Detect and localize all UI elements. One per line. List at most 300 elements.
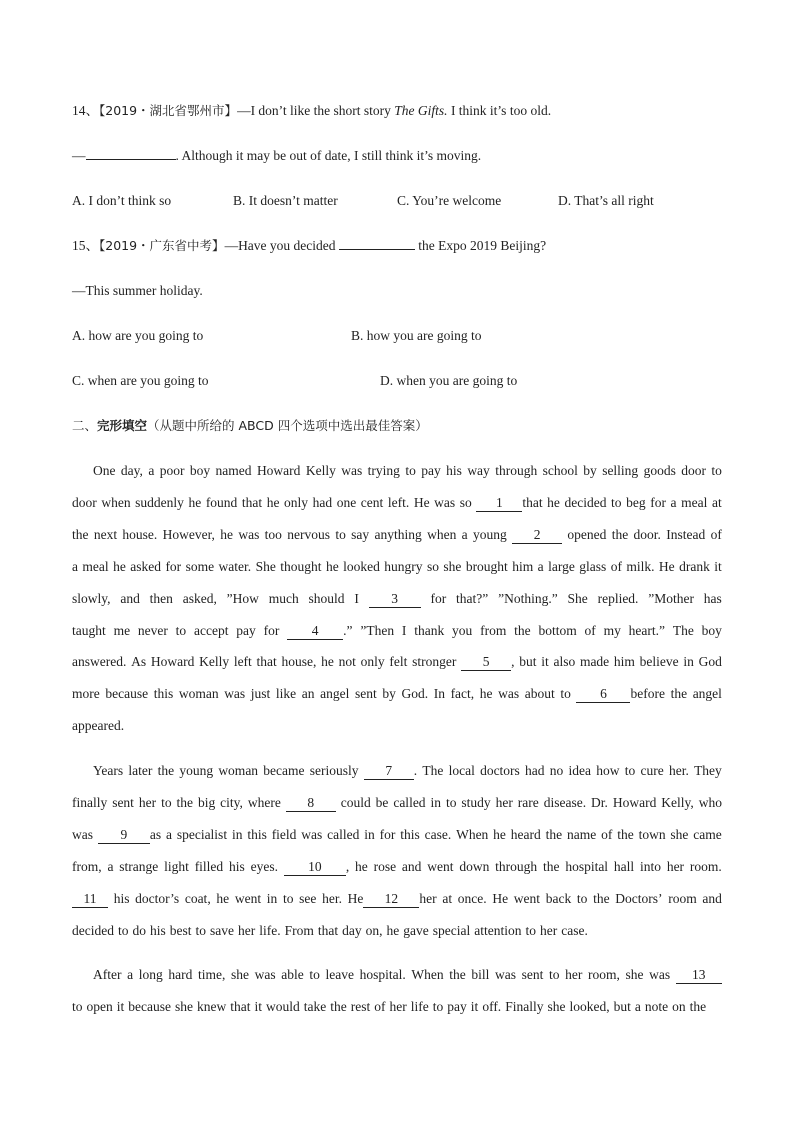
passage-word: filled xyxy=(194,858,224,874)
passage-word: drank xyxy=(679,558,710,574)
passage-word: she xyxy=(443,558,462,574)
q14-option-c[interactable]: C. You’re welcome xyxy=(397,193,502,208)
passage-word: thought xyxy=(280,558,322,574)
passage-word: looked, xyxy=(569,998,610,1014)
passage-word: that xyxy=(317,922,339,938)
passage-word: 1 that xyxy=(476,494,542,512)
passage-word: to xyxy=(161,794,172,810)
passage-word: went xyxy=(427,858,454,874)
passage-word: 10 , xyxy=(284,858,349,876)
passage-word: study xyxy=(461,794,491,810)
passage-word: on xyxy=(672,998,686,1014)
passage-word: also xyxy=(553,654,576,670)
passage-word: sent xyxy=(521,967,544,982)
passage-word: milk. xyxy=(626,558,655,574)
passage-word: gave xyxy=(403,922,429,938)
passage-word: she xyxy=(175,998,194,1014)
passage-word: Dr. xyxy=(591,794,608,810)
passage-word: way xyxy=(467,463,490,478)
q14-stem-b: I think it’s too old. xyxy=(447,103,552,118)
passage-word: eyes. xyxy=(250,858,278,874)
passage-word: so xyxy=(426,558,439,574)
passage-word: his xyxy=(229,858,245,874)
passage-word: nervous xyxy=(287,526,330,542)
passage-word: her xyxy=(666,858,685,874)
passage-word: seriously xyxy=(309,763,359,778)
passage-word: save xyxy=(210,922,235,938)
passage-word: Howard xyxy=(612,794,657,810)
passage-word: was xyxy=(238,526,260,542)
q15-number: 15、 xyxy=(72,238,99,253)
passage-word: door xyxy=(681,463,707,478)
passage-word: room xyxy=(668,890,697,906)
q15-option-b[interactable]: B. how you are going to xyxy=(351,328,482,343)
passage-word: beg xyxy=(626,494,646,510)
q14-option-b[interactable]: B. It doesn’t matter xyxy=(233,193,338,208)
passage-word: to xyxy=(72,998,83,1014)
passage-word: life xyxy=(410,998,429,1014)
passage-word: on, xyxy=(365,922,383,938)
passage-word: too xyxy=(264,526,282,542)
passage-word: this xyxy=(153,686,174,702)
passage-word: he xyxy=(113,558,126,574)
passage-word: like xyxy=(275,686,297,702)
passage-word: specialist xyxy=(176,826,228,842)
passage-word: and xyxy=(401,858,422,874)
q14-option-a[interactable]: A. I don’t think so xyxy=(72,193,172,208)
passage-word: coat, xyxy=(184,890,211,906)
passage-word: to xyxy=(624,763,636,778)
passage-word: of xyxy=(584,622,596,638)
cloze-blank-4[interactable]: 4 xyxy=(287,623,343,640)
passage-word: was xyxy=(495,967,516,982)
passage-word: woman xyxy=(218,763,259,778)
passage-word: to xyxy=(711,463,722,478)
passage-word: Years xyxy=(93,763,124,778)
passage-word: to xyxy=(175,622,187,638)
passage-word: at xyxy=(442,890,453,906)
cloze-blank-13[interactable]: 13 xyxy=(676,967,722,984)
passage-word: had xyxy=(525,763,545,778)
passage-word: house, xyxy=(281,654,317,670)
passage-word: local xyxy=(448,763,475,778)
passage-word: asked, xyxy=(182,590,217,606)
passage-word: ”Then xyxy=(360,622,395,638)
q14-answer-blank[interactable] xyxy=(86,159,176,160)
passage-word: selling xyxy=(602,463,639,478)
passage-word: the xyxy=(176,794,194,810)
passage-word: be xyxy=(375,794,389,810)
passage-word: woman xyxy=(178,686,219,702)
passage-word: was xyxy=(72,826,93,842)
passage-word: Finally xyxy=(505,998,544,1014)
passage-word: he xyxy=(220,526,233,542)
passage-word: she xyxy=(547,998,566,1014)
passage-word: young xyxy=(179,763,214,778)
passage-word: was xyxy=(254,967,276,982)
passage-word: leave xyxy=(325,967,354,982)
passage-word: never xyxy=(137,622,168,638)
passage-word: cure xyxy=(640,763,664,778)
passage-word: was xyxy=(434,494,456,510)
passage-line xyxy=(72,890,722,908)
passage-word: hospital. xyxy=(359,967,406,982)
passage-word: in xyxy=(266,890,278,906)
passage-word: the xyxy=(611,526,629,542)
passage-word: Kelly xyxy=(199,654,230,670)
q15-source: 【2019・广东省中考】 xyxy=(99,238,225,253)
passage-word: In xyxy=(433,686,445,702)
cloze-blank-3[interactable]: 3 xyxy=(369,591,421,608)
passage-word: down xyxy=(459,858,490,874)
passage-word: name xyxy=(566,826,597,842)
passage-word: day, xyxy=(120,463,143,478)
passage-word: he xyxy=(325,558,339,574)
passage-word: he xyxy=(493,826,506,842)
passage-word: who xyxy=(698,794,722,810)
passage-word: see xyxy=(299,890,317,906)
passage-word: big xyxy=(197,794,216,810)
passage-word: room, xyxy=(588,967,620,982)
cloze-blank-7[interactable]: 7 xyxy=(364,763,414,780)
passage-word: disease. xyxy=(543,794,587,810)
passage-word: accept xyxy=(194,622,229,638)
passage-word: opened xyxy=(567,526,607,542)
passage-word: 9 as xyxy=(98,826,161,844)
passage-word: back xyxy=(545,890,572,906)
passage-word: believe xyxy=(639,654,679,670)
passage-word: was xyxy=(341,463,363,478)
passage-word: meal xyxy=(681,494,708,510)
passage-word: a xyxy=(670,494,677,510)
passage-word: a xyxy=(634,998,641,1014)
passage-word: this xyxy=(247,826,267,842)
passage-word: left. xyxy=(387,494,410,510)
passage-word: house. xyxy=(122,526,158,542)
passage-word: replied. xyxy=(597,590,639,606)
passage-word: decided xyxy=(564,494,607,510)
passage-word xyxy=(72,890,108,908)
passage-word: the xyxy=(689,998,707,1014)
passage-word: to xyxy=(405,463,416,478)
passage-word: of xyxy=(710,526,722,542)
passage-word xyxy=(286,794,336,812)
passage-word: at xyxy=(711,494,722,510)
q15-answer-blank[interactable] xyxy=(339,249,415,250)
passage-word: One xyxy=(93,463,116,478)
passage-word: so xyxy=(459,494,472,510)
passage-word: became xyxy=(263,763,305,778)
passage-word: God xyxy=(698,654,722,670)
passage-word: how xyxy=(596,763,620,778)
passage-word: 5 , xyxy=(461,653,514,671)
passage-word: decided xyxy=(72,922,114,938)
passage-word: has xyxy=(703,590,722,606)
passage-word: angel xyxy=(692,686,722,702)
passage-word: through xyxy=(495,463,538,478)
cloze-blank-10[interactable]: 10 xyxy=(284,859,346,876)
passage-word: 4 .” xyxy=(287,622,352,640)
section-prefix: 二、 xyxy=(72,418,98,433)
passage-word: day xyxy=(342,922,362,938)
passage-word xyxy=(676,966,722,984)
passage-word: Kelly, xyxy=(661,794,694,810)
passage-word: and xyxy=(702,890,722,906)
passage-word: this xyxy=(400,826,420,842)
passage-word: However, xyxy=(162,526,215,542)
passage-word: for xyxy=(379,826,396,842)
cloze-blank-1[interactable]: 1 xyxy=(476,495,522,512)
section-title: 完形填空 xyxy=(97,418,148,433)
passage-word: He xyxy=(658,558,675,574)
passage-word: light xyxy=(164,858,189,874)
passage-word: because xyxy=(128,998,172,1014)
passage-word: he xyxy=(479,686,493,702)
passage-word: stronger xyxy=(412,654,457,670)
passage-line xyxy=(72,717,722,735)
passage-word: to xyxy=(576,890,588,906)
passage-word: her. xyxy=(322,890,342,906)
passage-word: pay xyxy=(236,622,256,638)
passage-word: for xyxy=(650,494,666,510)
passage-word: was xyxy=(649,967,671,982)
passage-line xyxy=(72,858,722,876)
passage-word: just xyxy=(250,686,271,702)
passage-word: that xyxy=(241,494,263,510)
cloze-blank-8[interactable]: 8 xyxy=(286,795,336,812)
passage-word: then xyxy=(149,590,173,606)
passage-word: of xyxy=(374,998,386,1014)
passage-word: Instead xyxy=(666,526,706,542)
passage-word: She xyxy=(255,558,276,574)
passage-word: from, xyxy=(72,858,102,874)
passage-word: only xyxy=(360,654,385,670)
passage-word: the xyxy=(670,686,688,702)
passage-word: by xyxy=(583,463,597,478)
passage-word: he xyxy=(188,494,202,510)
passage-word: me xyxy=(113,622,131,638)
passage-word: in xyxy=(231,826,243,842)
passage-word: glass xyxy=(579,558,607,574)
passage-line xyxy=(72,653,722,671)
q14-source: 【2019・湖北省鄂州市】 xyxy=(99,103,238,118)
passage-word: He xyxy=(413,494,430,510)
q15-reply: —This summer holiday. xyxy=(72,283,203,298)
passage-word: found xyxy=(205,494,238,510)
passage-line xyxy=(72,558,722,576)
passage-word: town xyxy=(638,826,666,842)
passage-word: time, xyxy=(198,967,226,982)
section-note: （从题中所给的 ABCD 四个选项中选出最佳答案） xyxy=(147,418,428,433)
passage-word: once. xyxy=(457,890,487,906)
passage-line xyxy=(72,998,722,1016)
passage-word: her xyxy=(138,794,157,810)
q14-story-title: The Gifts. xyxy=(394,103,448,118)
passage-word: boy xyxy=(189,463,211,478)
passage-word: doctor’s xyxy=(135,890,180,906)
passage-word: field xyxy=(271,826,297,842)
passage-word: felt xyxy=(389,654,408,670)
passage-word: note xyxy=(644,998,669,1014)
passage-word: able xyxy=(281,967,304,982)
passage-word: the xyxy=(72,526,89,542)
passage-line xyxy=(72,826,722,844)
passage-word: from xyxy=(480,622,507,638)
passage-word: sent xyxy=(112,794,134,810)
passage-word: he xyxy=(355,858,368,874)
passage-word: some xyxy=(185,558,215,574)
passage-word: about xyxy=(524,686,555,702)
passage-word: goods xyxy=(643,463,676,478)
passage-word: open xyxy=(86,998,113,1014)
passage-word: poor xyxy=(159,463,185,478)
passage-word: bottom xyxy=(538,622,577,638)
passage-word: to xyxy=(335,526,346,542)
passage-word: should xyxy=(308,590,345,606)
passage-word: say xyxy=(351,526,370,542)
passage-line xyxy=(93,462,722,480)
passage-word: him xyxy=(512,558,534,574)
passage-word: it xyxy=(470,998,479,1014)
passage-word: through xyxy=(495,858,538,874)
passage-word: angel xyxy=(320,686,350,702)
passage-word: knew xyxy=(197,998,227,1014)
passage-word: 6 before xyxy=(576,685,664,703)
passage-word: do xyxy=(132,922,146,938)
passage-word: pay xyxy=(421,463,441,478)
passage-word: that?” xyxy=(456,590,489,606)
cloze-blank-6[interactable]: 6 xyxy=(576,686,630,703)
passage-word: to xyxy=(195,922,207,938)
passage-word: named xyxy=(215,463,252,478)
passage-word: her. xyxy=(668,763,689,778)
passage-word: answered. xyxy=(72,654,127,670)
q14-stem xyxy=(72,102,551,120)
passage-word: he xyxy=(266,494,280,510)
q14-stem-a: —I don’t like the short story xyxy=(237,103,395,118)
passage-word: heard xyxy=(510,826,541,842)
passage-word: was xyxy=(224,686,246,702)
passage-word: He 12 her xyxy=(347,890,437,906)
passage-word: my xyxy=(603,622,621,638)
q14-option-d[interactable]: D. That’s all right xyxy=(558,193,654,208)
passage-word: ”Nothing.” xyxy=(498,590,558,606)
passage-word: it xyxy=(116,998,125,1014)
passage-word: take xyxy=(303,998,327,1014)
passage-word: meal xyxy=(82,558,109,574)
passage-line xyxy=(72,494,722,512)
passage-word: hall xyxy=(613,858,635,874)
passage-word: to xyxy=(117,922,129,938)
passage-word: to xyxy=(282,890,294,906)
cloze-blank-11[interactable]: 11 xyxy=(72,891,108,908)
passage-word: her xyxy=(540,922,558,938)
passage-word: As xyxy=(131,654,147,670)
passage-word: you xyxy=(452,622,473,638)
passage-word: Kelly xyxy=(305,463,336,478)
passage-word: to xyxy=(549,967,560,982)
passage-word: in xyxy=(430,794,442,810)
passage-word: When xyxy=(411,967,444,982)
passage-word: because xyxy=(105,686,149,702)
passage-word: not xyxy=(338,654,356,670)
passage-word: Doctors’ xyxy=(615,890,663,906)
passage-word: into xyxy=(639,858,661,874)
passage-word: next xyxy=(93,526,118,542)
passage-word: to xyxy=(525,922,537,938)
passage-word: best xyxy=(169,922,192,938)
passage-word: could xyxy=(340,794,371,810)
passage-line xyxy=(93,762,722,780)
passage-word: She xyxy=(567,590,588,606)
passage-word: God. xyxy=(401,686,429,702)
q15-option-c[interactable]: C. when are you going to xyxy=(72,373,209,388)
passage-word: anything xyxy=(374,526,422,542)
passage-word: 7 . xyxy=(364,762,417,780)
passage-word: her xyxy=(495,794,513,810)
passage-word: He xyxy=(492,890,509,906)
passage-word: later xyxy=(128,763,153,778)
passage-word: finally xyxy=(72,794,108,810)
passage-word: a xyxy=(107,858,114,874)
q15-option-a[interactable]: A. how are you going to xyxy=(72,328,204,343)
cloze-blank-2[interactable]: 2 xyxy=(512,527,562,544)
passage-word: would xyxy=(266,998,300,1014)
passage-word: her xyxy=(565,967,583,982)
passage-word: her xyxy=(389,998,407,1014)
passage-word: Howard xyxy=(150,654,195,670)
passage-word: a xyxy=(165,826,172,842)
passage-word: to xyxy=(560,686,571,702)
passage-word: the xyxy=(617,826,634,842)
passage-word: to xyxy=(611,494,622,510)
passage-word: she xyxy=(625,967,644,982)
passage-word: case. xyxy=(561,922,588,938)
passage-line xyxy=(72,622,722,640)
passage-word xyxy=(512,526,562,544)
cloze-blank-9[interactable]: 9 xyxy=(98,827,150,844)
passage-word: and xyxy=(120,590,140,606)
cloze-blank-12[interactable]: 12 xyxy=(363,891,419,908)
passage-word: The xyxy=(422,763,444,778)
passage-word: school xyxy=(542,463,578,478)
passage-word: by xyxy=(382,686,396,702)
passage-line xyxy=(72,922,722,940)
passage-word: Howard xyxy=(256,463,301,478)
passage-word: it xyxy=(714,558,722,574)
cloze-blank-5[interactable]: 5 xyxy=(461,654,511,671)
q14-reply-rest: . Although it may be out of date, I still think it’s moving. xyxy=(175,148,482,163)
passage-word: thank xyxy=(414,622,445,638)
passage-word: cent xyxy=(360,494,384,510)
passage-word: trying xyxy=(367,463,400,478)
passage-word: one xyxy=(336,494,357,510)
passage-word: a xyxy=(537,558,544,574)
q15-option-d[interactable]: D. when you are going to xyxy=(380,373,518,388)
passage-word: she xyxy=(231,967,249,982)
q14-reply xyxy=(72,147,481,165)
passage-word: hospital xyxy=(565,858,609,874)
passage-word: it xyxy=(254,998,263,1014)
passage-word: of xyxy=(601,826,613,842)
passage-word: in xyxy=(364,826,375,842)
passage-word: where xyxy=(247,794,281,810)
passage-word: water. xyxy=(218,558,252,574)
passage-line xyxy=(72,794,722,812)
passage-word: in xyxy=(683,654,694,670)
passage-word: was xyxy=(498,686,520,702)
passage-word: fact, xyxy=(450,686,475,702)
